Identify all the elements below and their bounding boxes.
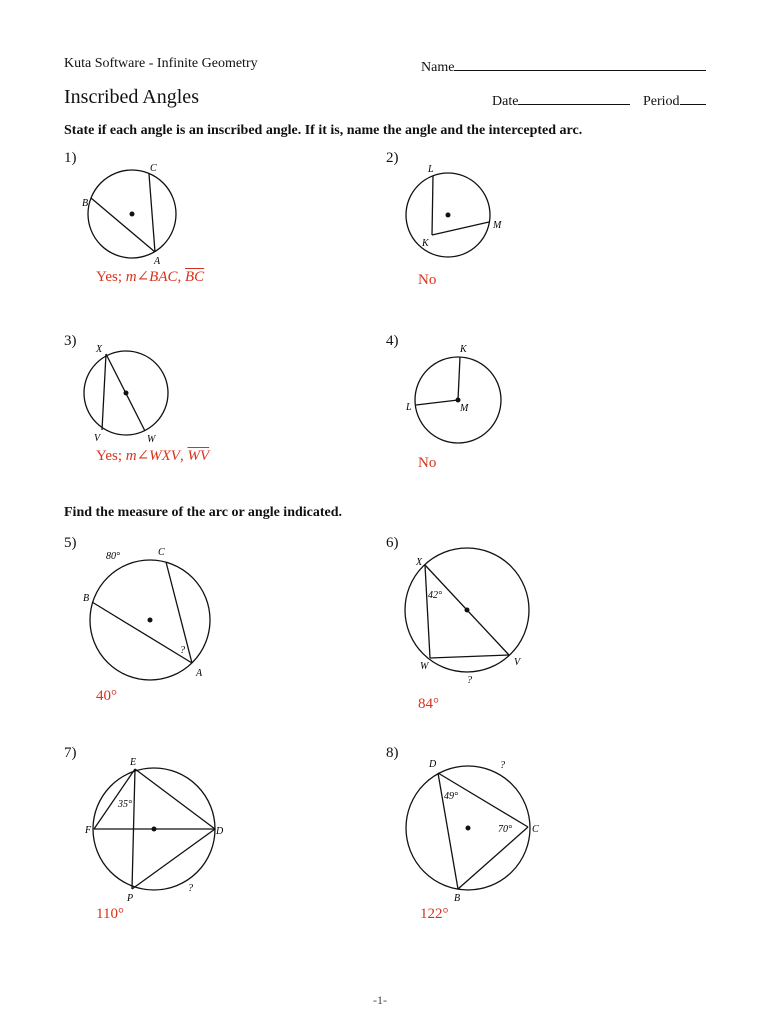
answer-angle: m∠BAC [125, 269, 178, 285]
chord-wv [430, 655, 509, 658]
problem-2-diagram [400, 160, 520, 260]
period-line [680, 90, 706, 105]
problem-5-diagram [80, 545, 220, 685]
label-f: F [85, 825, 92, 836]
label-angle-measure: 35° [118, 799, 132, 810]
segment-lk [432, 176, 433, 235]
label-v: V [514, 657, 521, 668]
chord-ca [166, 562, 192, 663]
label-unknown: ? [500, 760, 505, 771]
page-number: -1- [373, 993, 387, 1007]
problem-3-diagram [82, 340, 182, 450]
label-l: L [428, 164, 434, 175]
answer: 40° [96, 688, 117, 704]
publisher-label: Kuta Software - Infinite Geometry [64, 56, 258, 71]
label-d: D [216, 826, 224, 837]
label-c: C [158, 547, 165, 558]
label-angle-d: 49° [444, 791, 458, 802]
label-b: B [83, 593, 90, 604]
label-a: A [154, 256, 161, 267]
label-b: B [454, 893, 461, 904]
label-c: C [532, 824, 539, 835]
label-m: M [460, 403, 469, 414]
chord-ac [149, 174, 155, 252]
answer: 122° [420, 906, 449, 922]
label-k: K [460, 344, 467, 355]
problem-number: 8) [386, 745, 399, 761]
center-point [148, 618, 153, 623]
label-angle-c: 70° [498, 824, 512, 835]
answer-prefix: Yes; [96, 269, 126, 285]
answer: No [418, 272, 437, 288]
label-a: A [196, 668, 203, 679]
chord-xv [102, 354, 106, 430]
label-arc-measure: 80° [106, 551, 120, 562]
center-point [130, 212, 135, 217]
chord-xv [425, 565, 509, 655]
problem-number: 1) [64, 150, 77, 166]
answer-arc: $\overline{WV}$ [187, 448, 210, 464]
page-title: Inscribed Angles [64, 86, 199, 108]
label-c: C [150, 163, 157, 174]
label-m: M [493, 220, 502, 231]
center-point [446, 213, 451, 218]
answer: 84° [418, 696, 439, 712]
radius-mk [458, 357, 460, 400]
problem-number: 3) [64, 333, 77, 349]
problem-6-diagram [398, 545, 538, 695]
label-x: X [416, 557, 423, 568]
label-angle-measure: 42° [428, 590, 442, 601]
date-label: Date [492, 94, 519, 109]
label-unknown: ? [188, 883, 193, 894]
date-field[interactable] [492, 90, 630, 110]
label-d: D [429, 759, 437, 770]
answer-angle: m∠WXV [125, 448, 180, 464]
radius-ml [416, 400, 458, 405]
label-unknown: ? [180, 645, 185, 656]
label-x: X [96, 344, 103, 355]
section-1-instruction: State if each angle is an inscribed angle. If it is, name the angle and the intercepted arc. [64, 123, 583, 138]
period-field[interactable] [643, 90, 706, 110]
chord-ba [92, 602, 192, 663]
chord-ed [135, 769, 215, 829]
period-label: Period [643, 94, 680, 109]
name-line [454, 56, 706, 71]
label-unknown: ? [467, 675, 472, 686]
answer [96, 267, 204, 286]
answer-separator: , [177, 269, 185, 285]
section-2-instruction: Find the measure of the arc or angle indicated. [64, 505, 343, 520]
problem-number: 6) [386, 535, 399, 551]
problem-number: 4) [386, 333, 399, 349]
answer-prefix: Yes; [96, 448, 126, 464]
label-k: K [422, 238, 429, 249]
answer [96, 446, 209, 465]
problem-number: 5) [64, 535, 77, 551]
label-b: B [82, 198, 89, 209]
chord-xw [106, 354, 145, 431]
chord-xw [425, 565, 430, 658]
problem-8-diagram [398, 755, 548, 905]
answer: 110° [96, 906, 124, 922]
answer-arc: $\overline{BC}$ [184, 269, 205, 285]
date-line [518, 90, 630, 105]
answer-separator: , [179, 448, 188, 464]
label-l: L [406, 402, 412, 413]
answer: No [418, 455, 437, 471]
problem-number: 7) [64, 745, 77, 761]
label-w: W [147, 434, 156, 445]
problem-number: 2) [386, 150, 399, 166]
label-v: V [94, 433, 101, 444]
problem-1-diagram [80, 160, 190, 270]
segment-km [432, 222, 489, 235]
problem-7-diagram [82, 755, 232, 905]
center-point [466, 826, 471, 831]
label-p: P [127, 893, 134, 904]
problem-4-diagram [400, 340, 510, 450]
name-label: Name [421, 60, 455, 75]
chord-pd [132, 829, 215, 889]
label-e: E [130, 757, 137, 768]
name-field[interactable] [421, 56, 706, 76]
chord-bc [458, 827, 528, 889]
label-w: W [420, 661, 429, 672]
